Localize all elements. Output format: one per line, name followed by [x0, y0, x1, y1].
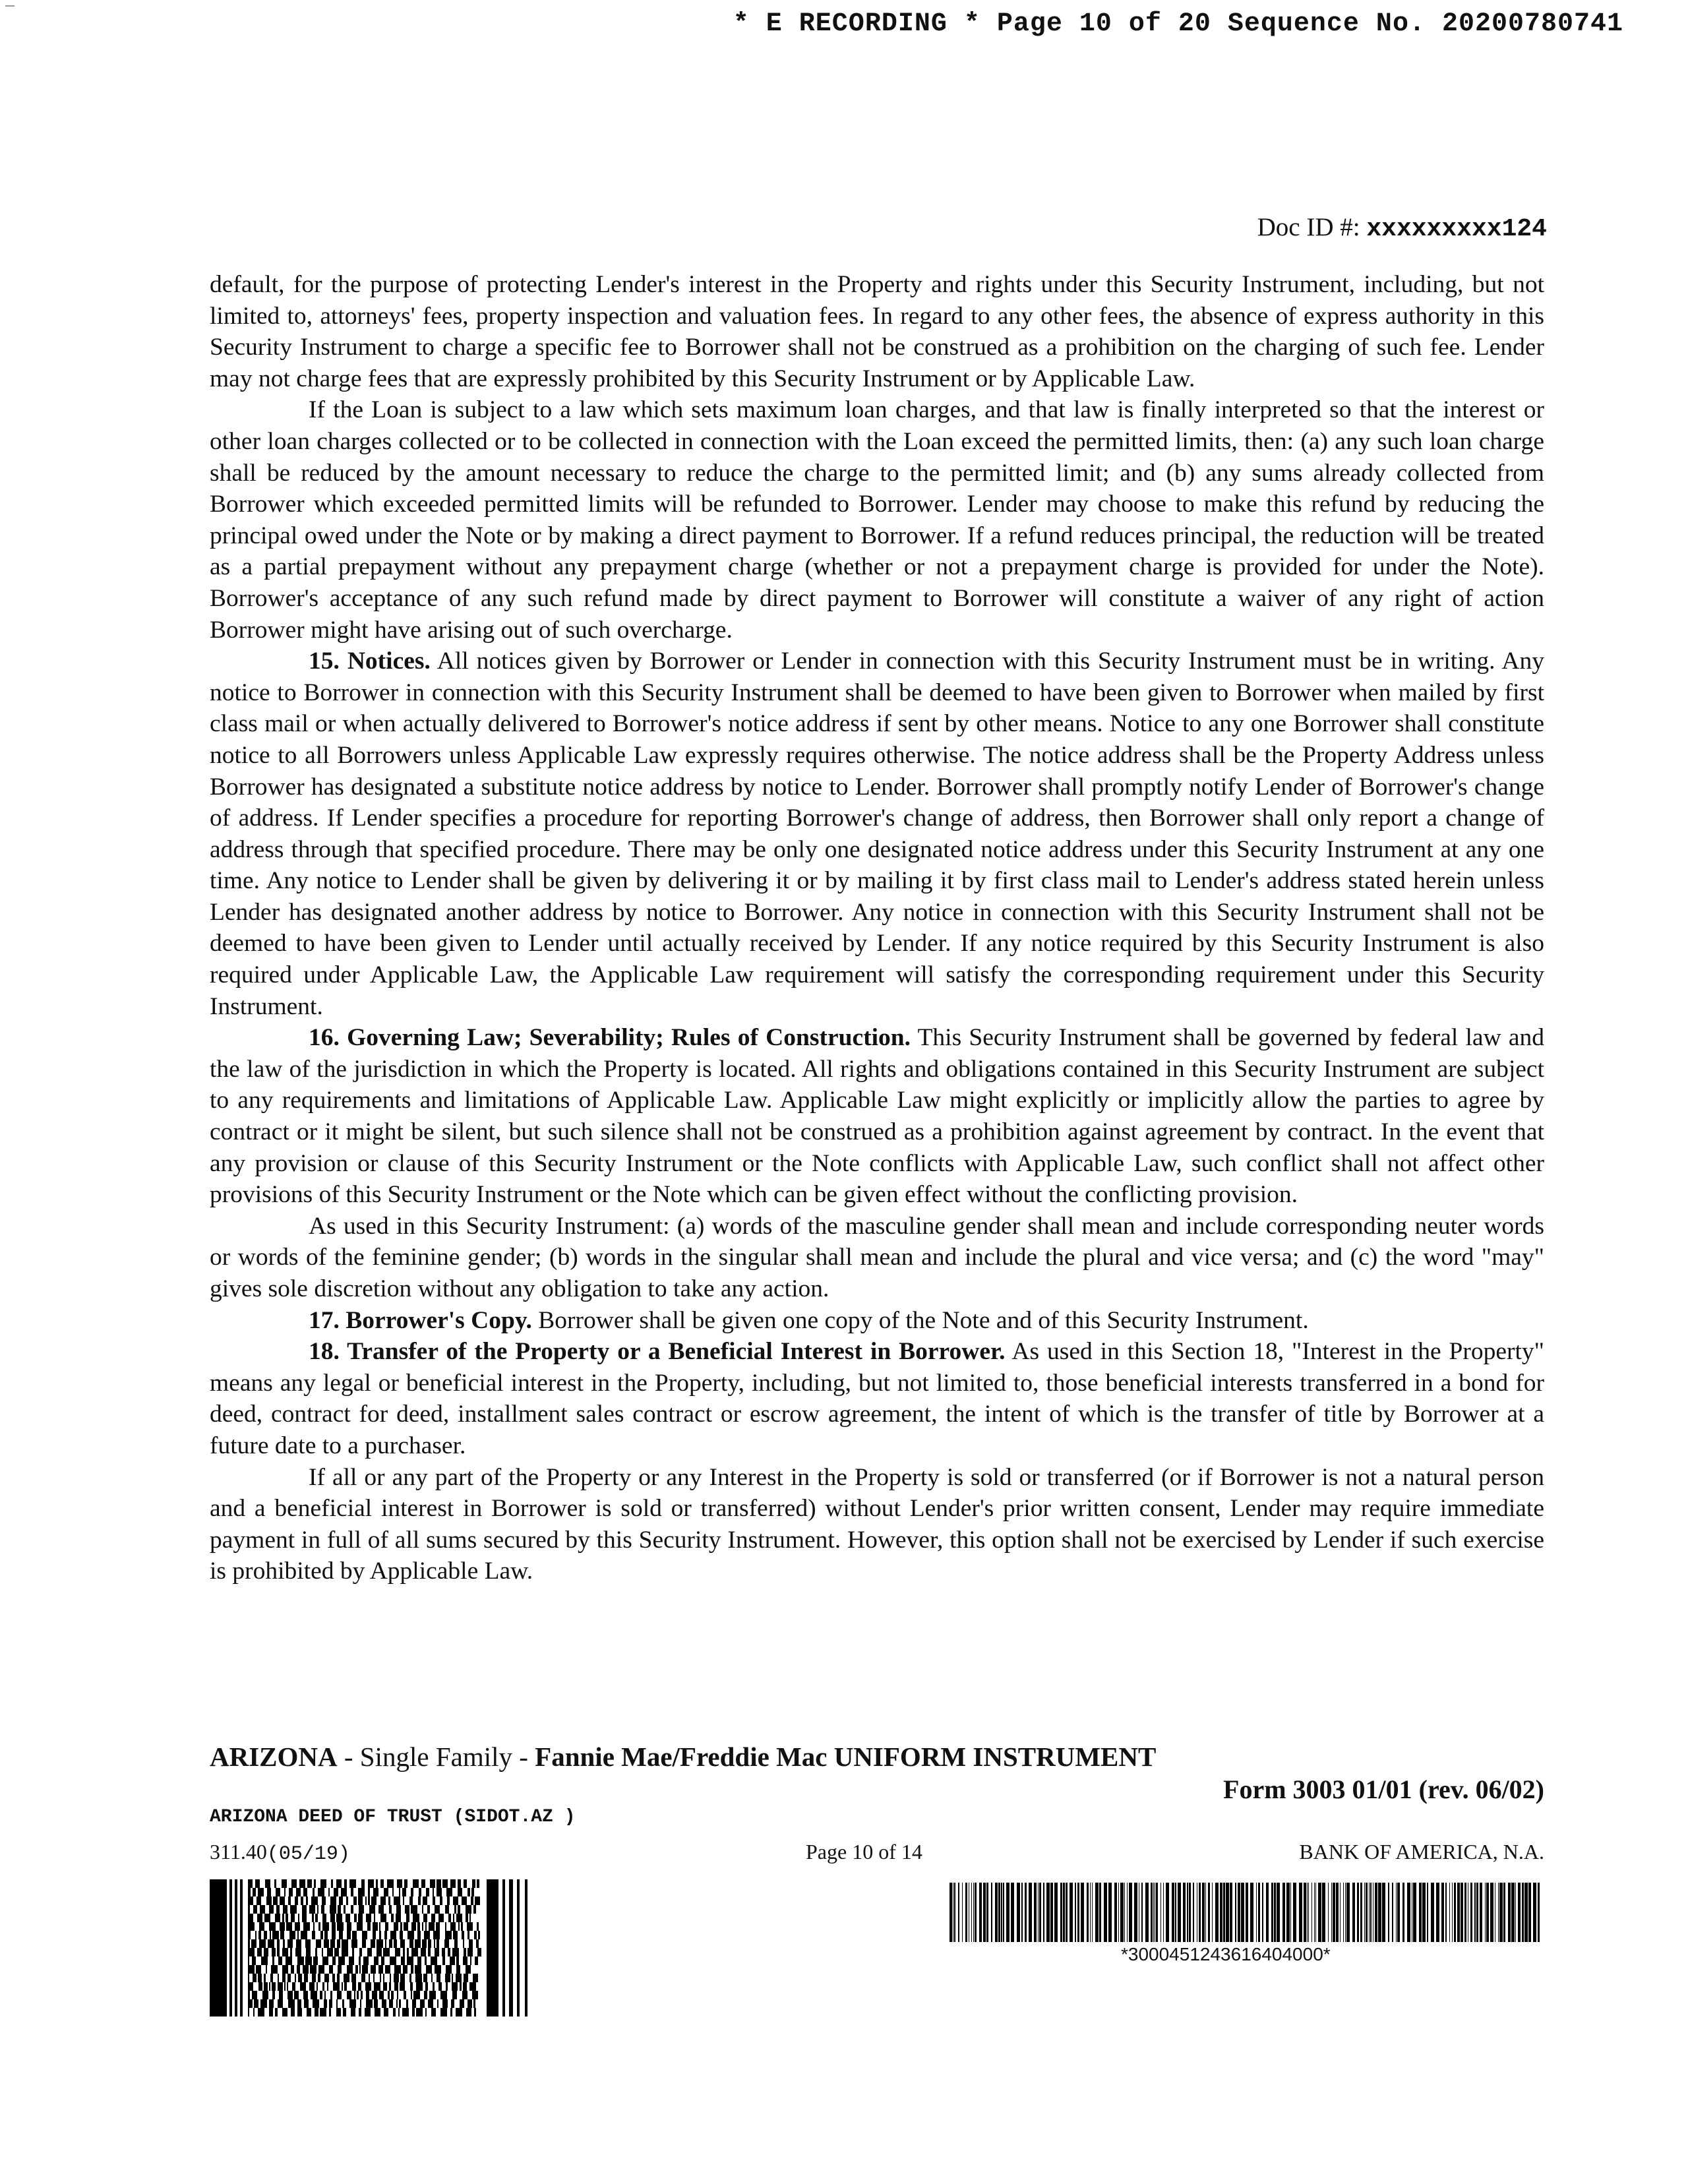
section-18-heading: 18. Transfer of the Property or a Beneficial Interest in Borrower.: [309, 1338, 1006, 1366]
paragraph-transfer: If all or any part of the Property or any Interest in the Property is sold or transferred (or if Borrower is not a natural person and a beneficial interest in Borrower is sold or transferred) without Lender's prior written consent, Lender may require immediate payment in full of all sums secured by this Security Instrument. However, this option shall not be exercised by Lender if such exercise is prohibited by Applicable Law.: [210, 1463, 1544, 1585]
form-code-prefix: 311.40: [210, 1840, 267, 1864]
pdf417-barcode-icon: [210, 1879, 533, 2017]
page-number: Page 10 of 14: [806, 1840, 922, 1864]
paragraph-fees: default, for the purpose of protecting Lender's interest in the Property and rights under this Security Instrument, including, but not limited to, attorneys' fees, property inspection and valuation fees. In regard to any other fees, the absence of express authority in this Security Instrument to charge a specific fee to Borrower shall not be construed as a prohibition on the charging of such fee. Lender may not charge fees that are expressly prohibited by this Security Instrument or by Applicable Law.: [210, 271, 1544, 392]
footer-title: [210, 1741, 1156, 1773]
recording-header: * E RECORDING * Page 10 of 20 Sequence No. 20200780741: [733, 9, 1623, 39]
document-body: [210, 269, 1544, 1587]
footer-sep: - Single Family -: [337, 1742, 535, 1772]
section-18: [210, 1336, 1544, 1461]
footer-uniform: Fannie Mae/Freddie Mac UNIFORM INSTRUMENT: [535, 1742, 1157, 1772]
footer-state: ARIZONA: [210, 1742, 338, 1772]
section-18-text: As used in this Section 18, "Interest in the Property" means any legal or beneficial interest in the Property, including, but not limited to, those beneficial interests transferred in a bond for deed, contract for deed, installment sales contract or escrow agreement, the intent of which is the transfer of title by Borrower at a future date to a purchaser.: [210, 1338, 1544, 1459]
barcode-number: *3000451243616404000*: [1121, 1944, 1331, 1964]
paragraph-used: As used in this Security Instrument: (a) words of the masculine gender shall mean and include corresponding neuter words or words of the feminine gender; (b) words in the singular shall mean and include the plural and vice versa; and (c) the word "may" gives sole discretion without any obligation to take any action.: [210, 1212, 1544, 1302]
section-16-text: This Security Instrument shall be governed by federal law and the law of the jurisdiction in which the Property is located. All rights and obligations contained in this Security Instrument are subject to any requirements and limitations of Applicable Law. Applicable Law might explicitly or implicitly allow the parties to agree by contract or it might be silent, but such silence shall not be construed as a prohibition against agreement by contract. In the event that any provision or clause of this Security Instrument or the Note conflicts with Applicable Law, such conflict shall not affect other provisions of this Security Instrument or the Note which can be given effect without the conflicting provision.: [210, 1024, 1544, 1209]
section-17: [210, 1305, 1544, 1337]
form-number: Form 3003 01/01 (rev. 06/02): [1223, 1774, 1544, 1804]
section-16-heading: 16. Governing Law; Severability; Rules of Construction.: [309, 1024, 911, 1052]
deed-title: ARIZONA DEED OF TRUST (SIDOT.AZ ): [210, 1807, 576, 1827]
section-17-heading: 17. Borrower's Copy.: [309, 1306, 532, 1334]
doc-id: [1257, 212, 1547, 243]
doc-id-value: xxxxxxxxx124: [1366, 215, 1547, 243]
section-15: [210, 646, 1544, 1022]
corner-mark: [5, 5, 15, 7]
paragraph-loan-charges: If the Loan is subject to a law which sets maximum loan charges, and that law is finally interpreted so that the interest or other loan charges collected or to be collected in connection with the Loan exceed the permitted limits, then: (a) any such loan charge shall be reduced by the amount necessary to reduce the charge to the permitted limit; and (b) any sums already collected from Borrower which exceeded permitted limits will be refunded to Borrower. Lender may choose to make this refund by reducing the principal owed under the Note or by making a direct payment to Borrower. If a refund reduces principal, the reduction will be treated as a partial prepayment without any prepayment charge (whether or not a prepayment charge is provided for under the Note). Borrower's acceptance of any such refund made by direct payment to Borrower will constitute a waiver of any right of action Borrower might have arising out of such overcharge.: [210, 396, 1544, 644]
section-17-text: Borrower shall be given one copy of the Note and of this Security Instrument.: [531, 1306, 1309, 1334]
doc-id-label: Doc ID #:: [1257, 213, 1367, 241]
bank-name: BANK OF AMERICA, N.A.: [1299, 1840, 1544, 1864]
form-code-suffix: (05/19): [266, 1843, 350, 1866]
section-16: [210, 1022, 1544, 1211]
section-15-heading: 15. Notices.: [309, 648, 431, 675]
section-15-text: All notices given by Borrower or Lender in connection with this Security Instrument must be in writing. Any notice to Borrower in connection with this Security Instrument shall be deemed to have been given to Borrower when mailed by first class mail or when actually delivered to Borrower's notice address if sent by other means. Notice to any one Borrower shall constitute notice to all Borrowers unless Applicable Law expressly requires otherwise. The notice address shall be the Property Address unless Borrower has designated a substitute notice address by notice to Lender. Borrower shall promptly notify Lender of Borrower's change of address. If Lender specifies a procedure for reporting Borrower's change of address, then Borrower shall only report a change of address through that specified procedure. There may be only one designated notice address under this Security Instrument at any one time. Any notice to Lender shall be given by delivering it or by mailing it by first class mail to Lender's address stated herein unless Lender has designated another address by notice to Borrower. Any notice in connection with this Security Instrument shall not be deemed to have been given to Lender until actually received by Lender. If any notice required by this Security Instrument is also required under Applicable Law, the Applicable Law requirement will satisfy the corresponding requirement under this Security Instrument.: [210, 648, 1544, 1020]
linear-barcode-icon: [950, 1883, 1543, 1942]
form-code: [210, 1840, 350, 1866]
